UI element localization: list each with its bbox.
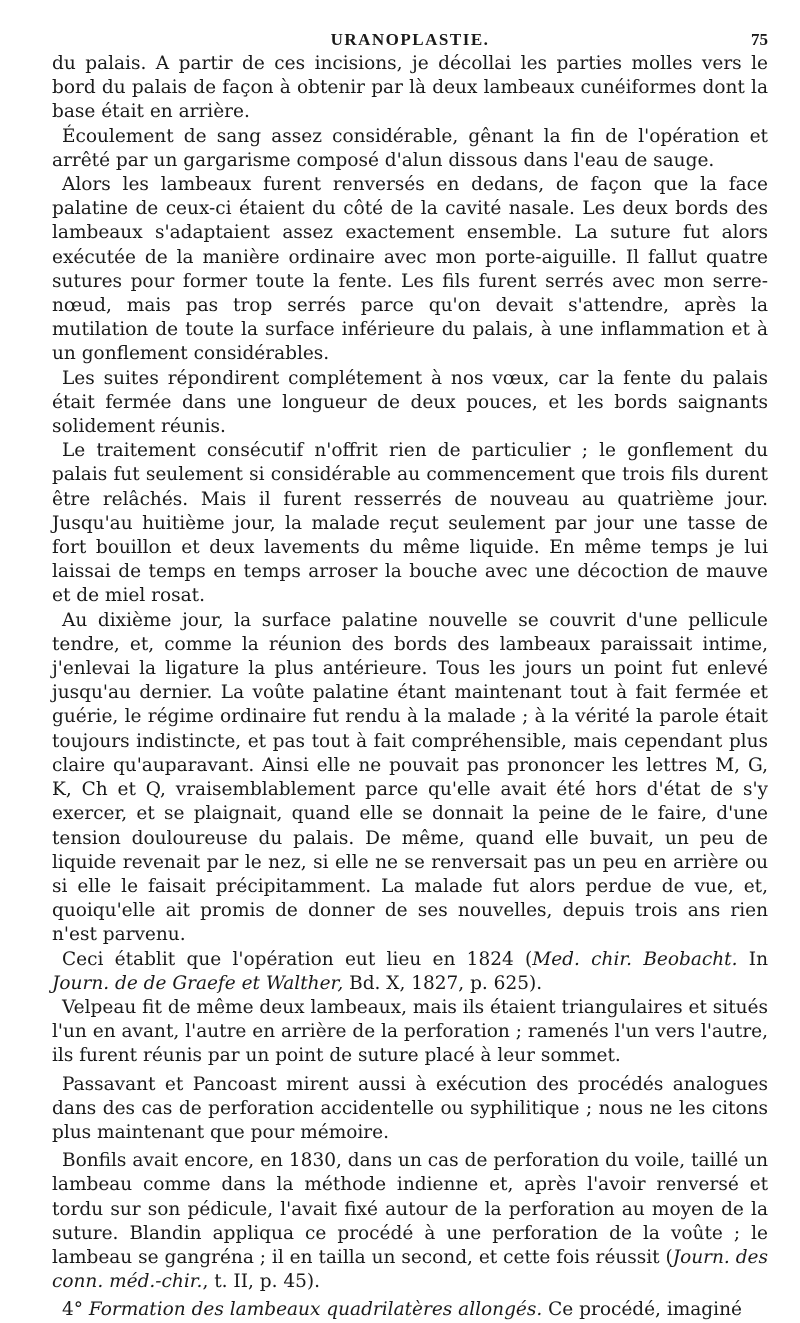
section-tail: Ce procédé, imaginé [542,1299,742,1321]
running-title: URANOPLASTIE. [330,30,490,49]
bonfils-source: Journ. des conn. méd.-chir. [52,1246,768,1293]
citation-lead: Ceci établit que l'opération eut lieu en 1824 ( [62,948,533,970]
page-number: 75 [751,30,768,49]
paragraph: Velpeau fit de même deux lambeaux, mais ils étaient triangulaires et situés l'un en avant, l'autre en arrière de la perforation ; ramenés l'un vers l'autre, ils furent réunis par un point de suture placé à leur sommet. [52,996,768,1067]
page-body [52,52,768,1323]
section-title: Formation des lambeaux quadrilatères allongés. [88,1299,543,1321]
paragraph: Les suites répondirent complétement à nos vœux, car la fente du palais était fermée dans une longueur de deux pouces, et les bords saignants solidement réunis. [52,367,768,438]
paragraph: Au dixième jour, la surface palatine nouvelle se couvrit d'une pellicule tendre, et, comme la réunion des bords des lambeaux paraissait intime, j'enlevai la ligature la plus antérieure. Tous les jours un point fut enlevé jusqu'au dernier. La voûte palatine étant maintenant tout à fait fermée et guérie, le régime ordinaire fut rendu à la malade ; à la vérité la parole était toujours indistincte, et pas tout à fait compréhensible, mais cependant plus claire qu'auparavant. Ainsi elle ne pouvait pas prononcer les lettres M, G, K, Ch et Q, vraisemblablement parce qu'elle avait été hors d'état de s'y exercer, et se plaignait, quand elle se donnait la peine de le faire, d'une tension douloureuse du palais. De même, quand elle buvait, un peu de liquide revenait par le nez, si elle ne se renversait pas un peu en arrière ou si elle le faisait précipitamment. La malade fut alors perdue de vue, et, quoiqu'elle ait promis de donner de ses nouvelles, depuis trois ans rien n'est parvenu. [52,609,768,946]
book-page [52,22,768,1321]
paragraph: Écoulement de sang assez considérable, gênant la fin de l'opération et arrêté par un gargarisme composé d'alun dissous dans l'eau de sauge. [52,125,768,171]
citation-journal: Journ. de de Graefe et Walther, [52,972,344,994]
paragraph: Alors les lambeaux furent renversés en dedans, de façon que la face palatine de ceux-ci étaient du côté de la cavité nasale. Les deux bords des lambeaux s'adaptaient assez exactement ensemble. La suture fut alors exécutée de la manière ordinaire avec mon porte-aiguille. Il fallut quatre sutures pour former toute la fente. Les fils furent serrés avec mon serre-nœud, mais pas trop serrés parce qu'on devait s'attendre, après la mutilation de toute la surface inférieure du palais, à une inflammation et à un gonflement considérables. [52,174,768,365]
citation-paragraph [52,948,768,996]
section-number: 4° [62,1299,84,1321]
bonfils-paragraph [52,1149,768,1294]
paragraph: Passavant et Pancoast mirent aussi à exécution des procédés analogues dans des cas de perforation accidentelle ou syphilitique ; nous ne les citons plus maintenant que pour mémoire. [52,1073,768,1143]
bonfils-lead: Bonfils avait encore, en 1830, dans un cas de perforation du voile, taillé un lambeau comme dans la méthode indienne et, après l'avoir renversé et tordu sur son pédicule, l'avait fixé autour de la perforation au moyen de la suture. Blandin appliqua ce procédé à une perforation de la voûte ; le lambeau se gangréna ; il en tailla un second, et cette fois réussit ( [52,1150,768,1268]
citation-mid: In [737,948,768,970]
bonfils-tail: , t. II, p. 45). [202,1271,321,1293]
paragraph: du palais. A partir de ces incisions, je décollai les parties molles vers le bord du palais de façon à obtenir par là deux lambeaux cunéiformes dont la base était en arrière. [52,53,768,123]
paragraph: Le traitement consécutif n'offrit rien de particulier ; le gonflement du palais fut seulement si considérable au commencement que trois fils durent être relâchés. Mais il furent resserrés de nouveau au quatrième jour. Jusqu'au huitième jour, la malade reçut seulement par jour une tasse de fort bouillon et deux lavements du même liquide. En même temps je lui laissai de temps en temps arroser la bouche avec une décoction de mauve et de miel rosat. [52,440,768,607]
citation-source: Med. chir. Beobacht. [532,948,738,970]
running-head [52,22,768,52]
citation-tail: Bd. X, 1827, p. 625). [343,972,543,994]
